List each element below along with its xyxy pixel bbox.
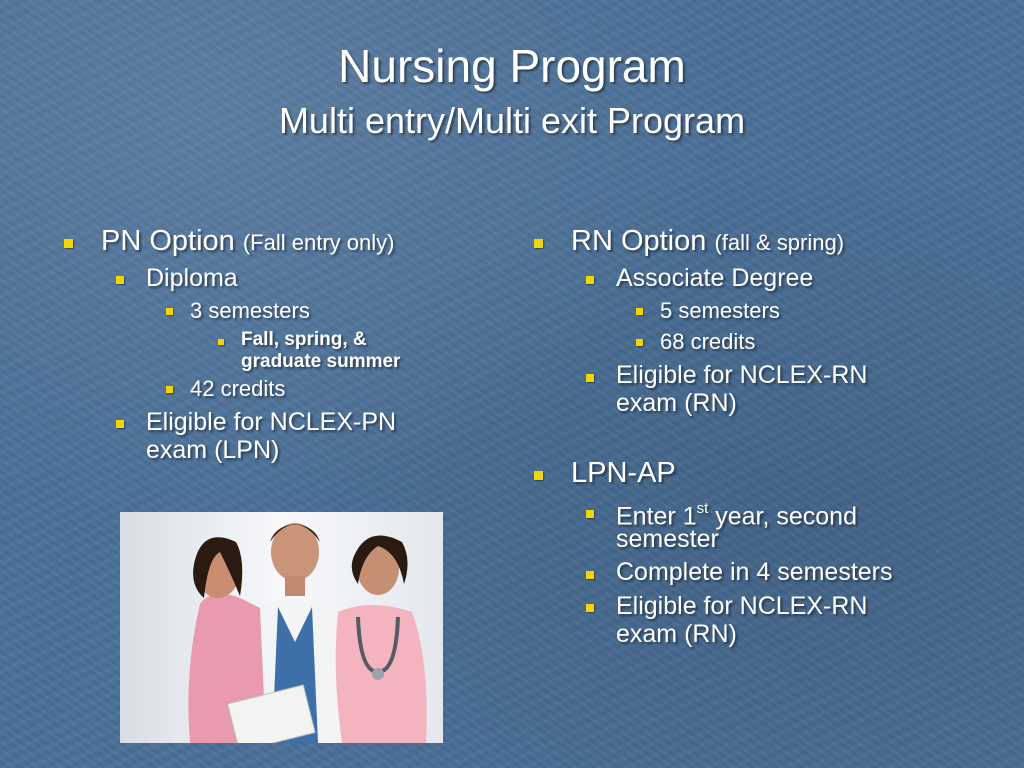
nurses-illustration (120, 512, 443, 743)
lpn-ap-eligible-line1: Eligible for NCLEX-RN (616, 592, 868, 620)
rn-credits-item: 68 credits (660, 329, 756, 354)
rn-eligible-line1: Eligible for NCLEX-RN (616, 361, 868, 389)
associate-degree-item: Associate Degree (616, 264, 814, 292)
slide-subtitle: Multi entry/Multi exit Program (278, 100, 746, 141)
bullet-icon (166, 308, 173, 315)
bullet-icon (586, 571, 594, 579)
bullet-icon (586, 510, 594, 518)
rn-option-heading (571, 225, 844, 259)
bullet-icon (586, 276, 594, 284)
bullet-icon (116, 420, 124, 428)
pn-credits-item: 42 credits (190, 376, 286, 401)
pn-option-heading (101, 225, 394, 259)
bullet-icon (636, 308, 643, 315)
lpn-ap-complete-item: Complete in 4 semesters (616, 558, 893, 586)
lpn-ap-eligible-line2: exam (RN) (616, 620, 737, 648)
bullet-icon (636, 339, 643, 346)
pn-option-label: PN Option (101, 225, 235, 257)
lpn-ap-heading: LPN-AP (571, 457, 676, 489)
rn-option-note: (fall & spring) (714, 230, 845, 255)
bullet-icon (586, 604, 594, 612)
bullet-icon (116, 276, 124, 284)
bullet-icon (218, 339, 224, 345)
rn-semesters-item: 5 semesters (660, 298, 780, 323)
bullet-icon (166, 386, 173, 393)
pn-terms-line1: Fall, spring, & (241, 329, 367, 350)
bullet-icon (534, 471, 543, 480)
bullet-icon (64, 239, 73, 248)
enter-year-rest: year, second (708, 502, 857, 531)
pn-eligible-line2: exam (LPN) (146, 436, 280, 464)
slide-title: Nursing Program (338, 40, 686, 92)
pn-terms-line2: graduate summer (241, 351, 401, 372)
rn-option-label: RN Option (571, 225, 707, 257)
enter-year-text: Enter 1 (616, 502, 697, 531)
bullet-icon (534, 239, 543, 248)
pn-option-note: (Fall entry only) (242, 230, 395, 255)
ordinal-suffix: st (696, 500, 709, 517)
pn-semesters-item: 3 semesters (190, 298, 310, 323)
diploma-item: Diploma (146, 264, 238, 292)
bullet-icon (586, 374, 594, 382)
pn-eligible-line1: Eligible for NCLEX-PN (146, 408, 397, 436)
nurses-photo (120, 512, 443, 743)
lpn-ap-enter-line2: semester (616, 525, 719, 553)
rn-eligible-line2: exam (RN) (616, 389, 737, 417)
